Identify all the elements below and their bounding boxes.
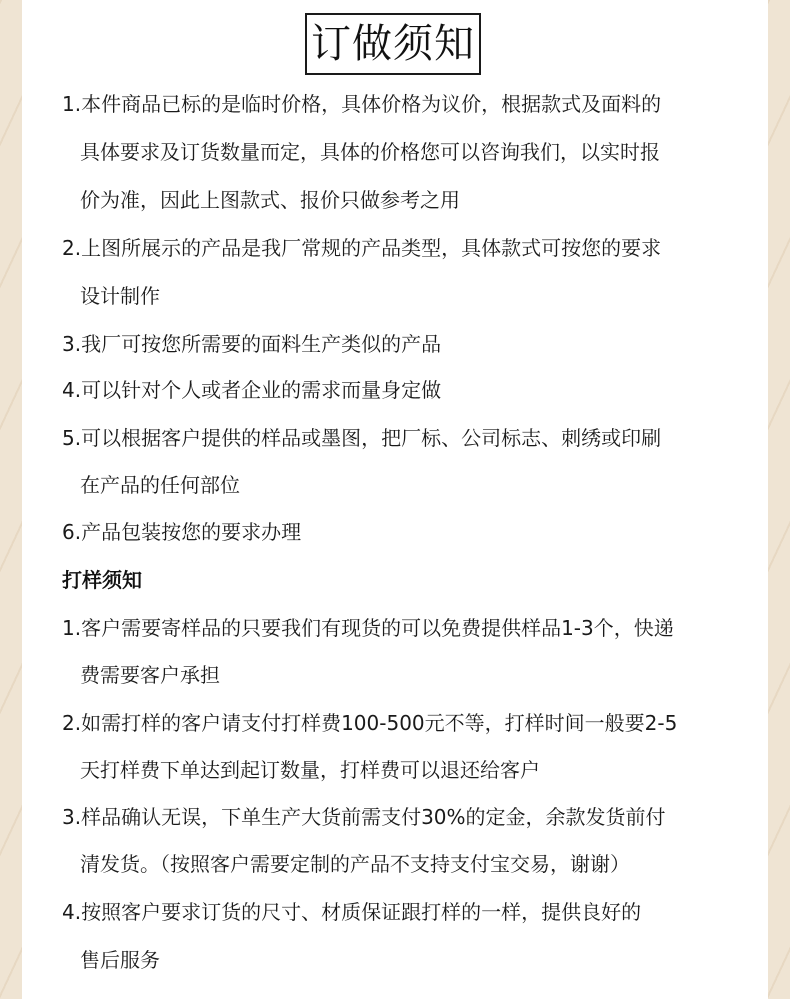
sample-item-1-line-2: 费需要客户承担 (80, 663, 220, 687)
order-item-4-line-1: 4.可以针对个人或者企业的需求而量身定做 (62, 378, 442, 402)
order-item-5-line-2: 在产品的任何部位 (80, 473, 240, 497)
paper-border-left (0, 0, 22, 999)
order-item-5-line-1: 5.可以根据客户提供的样品或墨图，把厂标、公司标志、刺绣或印刷 (62, 426, 662, 450)
order-item-3-line-1: 3.我厂可按您所需要的面料生产类似的产品 (62, 332, 442, 356)
order-item-2-line-1: 2.上图所展示的产品是我厂常规的产品类型，具体款式可按您的要求 (62, 236, 662, 260)
sample-item-4-line-1: 4.按照客户要求订货的尺寸、材质保证跟打样的一样，提供良好的 (62, 900, 642, 924)
order-item-6-line-1: 6.产品包装按您的要求办理 (62, 520, 302, 544)
sample-item-3-line-1: 3.样品确认无误，下单生产大货前需支付30%的定金，余款发货前付 (62, 805, 666, 829)
title-box (305, 13, 481, 75)
sample-section-heading: 打样须知 (62, 568, 142, 592)
page-title: 订做须知 (311, 21, 475, 67)
sample-item-4-line-2: 售后服务 (80, 948, 160, 972)
sample-item-2-line-2: 天打样费下单达到起订数量，打样费可以退还给客户 (80, 758, 540, 782)
sample-item-2-line-1: 2.如需打样的客户请支付打样费100-500元不等，打样时间一般要2-5 (62, 711, 678, 735)
order-item-1-line-1: 1.本件商品已标的是临时价格，具体价格为议价，根据款式及面料的 (62, 92, 662, 116)
order-item-1-line-3: 价为准，因此上图款式、报价只做参考之用 (80, 188, 460, 212)
order-item-2-line-2: 设计制作 (80, 284, 160, 308)
sample-item-1-line-1: 1.客户需要寄样品的只要我们有现货的可以免费提供样品1-3个，快递 (62, 616, 674, 640)
order-item-1-line-2: 具体要求及订货数量而定，具体的价格您可以咨询我们，以实时报 (80, 140, 660, 164)
sample-item-3-line-2: 清发货。（按照客户需要定制的产品不支持支付宝交易，谢谢） (80, 852, 630, 876)
paper-border-right (768, 0, 790, 999)
